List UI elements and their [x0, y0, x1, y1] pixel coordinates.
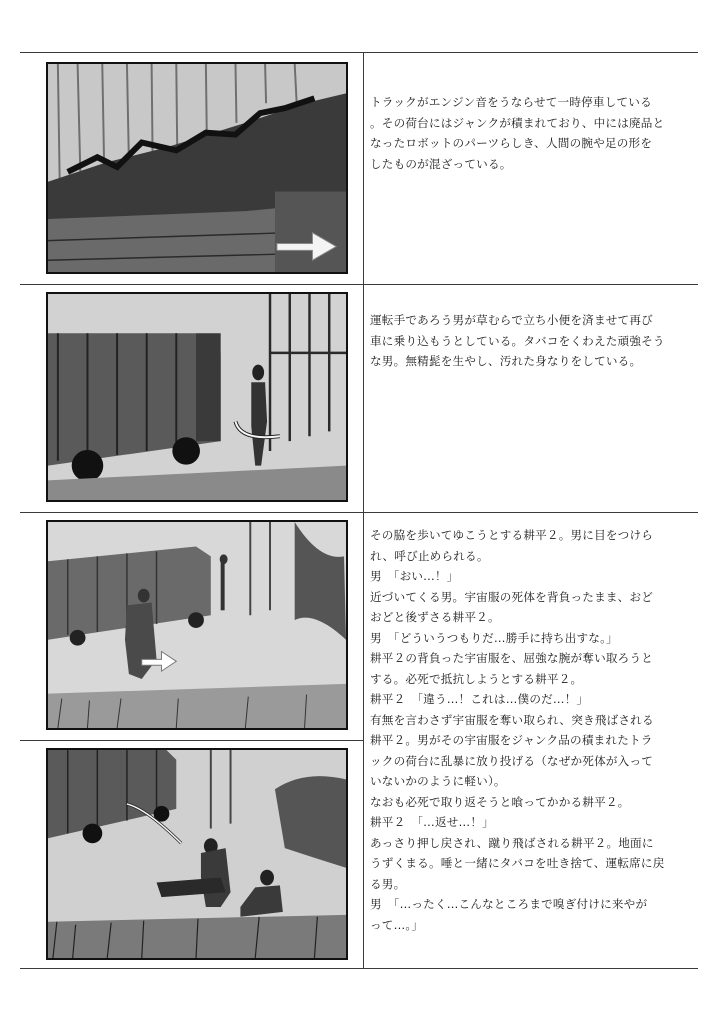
rule-divider-2	[20, 512, 698, 513]
storyboard-panel-3	[46, 520, 348, 730]
text-line: 近づいてくる男。宇宙服の死体を背負ったまま、おど	[370, 589, 654, 604]
panel-3-4-description	[370, 525, 680, 935]
text-line: ックの荷台に乱暴に放り投げる（なぜか死体が入って	[370, 753, 654, 768]
rule-bottom	[20, 968, 698, 969]
text-line: あっさり押し戻され、蹴り飛ばされる耕平２。地面に	[370, 835, 654, 850]
text-line: いないかのように軽い）。	[370, 774, 506, 788]
sketch-kicked	[48, 750, 346, 958]
dialogue-line: 耕平２ 「…返せ…！」	[370, 815, 494, 829]
text-line: 耕平２。男がその宇宙服をジャンク品の積まれたトラ	[370, 733, 653, 747]
text-line: する。必死で抵抗しようとする耕平２。	[370, 671, 583, 686]
dialogue-line: 男 「どういうつもりだ…勝手に持ち出すな。」	[370, 630, 618, 645]
rule-divider-1	[20, 284, 698, 285]
dialogue-line: 男 「…ったく…こんなところまで嗅ぎ付けに来やが	[370, 897, 648, 911]
text-line: 車に乗り込もうとしている。タバコをくわえた頑強そう	[370, 333, 665, 348]
text-line: 有無を言わさず宇宙服を奪い取られ、突き飛ばされる	[370, 712, 654, 727]
text-line: 運転手であろう男が草むらで立ち小便を済ませて再び	[370, 313, 653, 327]
text-line: な男。無精髭を生やし、汚れた身なりをしている。	[370, 354, 642, 368]
sketch-kohei-walk	[48, 522, 346, 728]
sketch-truck-junk	[48, 64, 346, 272]
text-line: その脇を歩いてゆこうとする耕平２。男に目をつけら	[370, 528, 654, 542]
rule-top	[20, 52, 698, 53]
text-line: うずくまる。唾と一緒にタバコを吐き捨て、運転席に戻	[370, 856, 665, 870]
text-line: なおも必死で取り返そうと喰ってかかる耕平２。	[370, 794, 630, 809]
dialogue-line: 男 「おい…！」	[370, 569, 459, 583]
column-divider-3	[363, 512, 364, 968]
storyboard-panel-1	[46, 62, 348, 274]
text-line: る男。	[370, 876, 406, 891]
sketch-driver	[48, 294, 346, 500]
panel-1-description	[370, 92, 680, 174]
text-line: したものが混ざっている。	[370, 156, 512, 171]
text-line: れ、呼び止められる。	[370, 548, 489, 563]
rule-panel-3-4	[20, 740, 363, 741]
text-line: 耕平２の背負った宇宙服を、屈強な腕が奪い取ろうと	[370, 651, 654, 665]
panel-2-description	[370, 310, 680, 372]
dialogue-line: って…。」	[370, 917, 424, 932]
dialogue-line: 耕平２ 「違う…！これは…僕のだ…！」	[370, 692, 589, 706]
text-line: 。その荷台にはジャンクが積まれており、中には廃品と	[370, 115, 665, 130]
text-line: なったロボットのパーツらしき、人間の腕や足の形を	[370, 136, 653, 150]
column-divider-2	[363, 284, 364, 512]
text-line: トラックがエンジン音をうならせて一時停車している	[370, 95, 652, 109]
text-line: おどと後ずさる耕平２。	[370, 610, 500, 624]
column-divider-1	[363, 52, 364, 284]
storyboard-panel-4	[46, 748, 348, 960]
storyboard-panel-2	[46, 292, 348, 502]
